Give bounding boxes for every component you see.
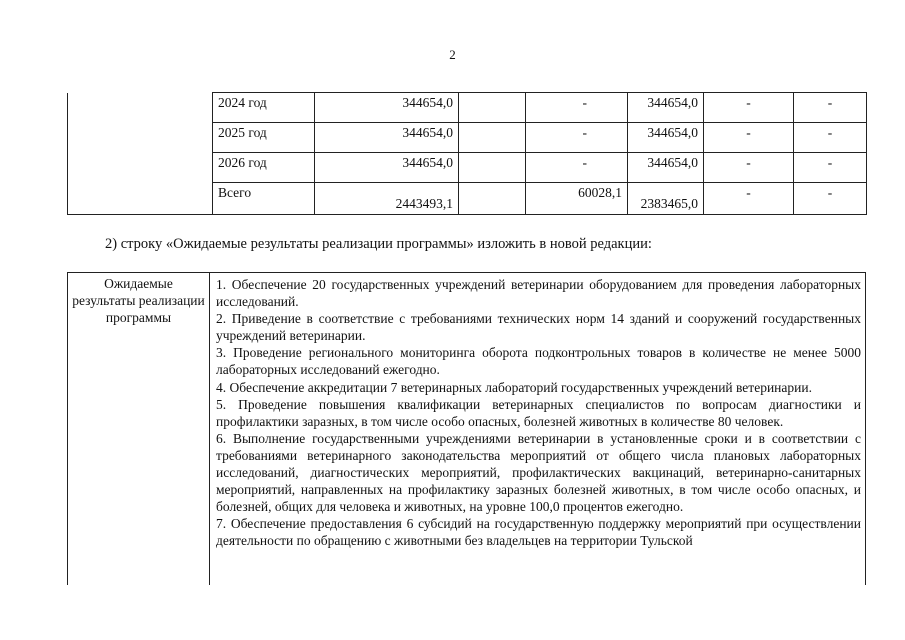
table-row — [68, 93, 867, 123]
local-cell: - — [704, 153, 794, 183]
federal-cell — [459, 93, 526, 123]
local-cell: - — [704, 123, 794, 153]
amendment-instruction: 2) строку «Ожидаемые результаты реализации программы» изложить в новой редакции: — [105, 236, 652, 252]
year-cell: 2026 год — [213, 153, 315, 183]
funding-table — [67, 92, 867, 215]
empty-label-cell — [68, 123, 213, 153]
budget-cell: 344654,0 — [628, 93, 704, 123]
extra-cell: - — [794, 93, 867, 123]
result-item: 5. Проведение повышения квалификации ветеринарных специалистов по вопросам диагностики и профилактики заразных, в том числе особо опасных, болезней животных в количестве 80 человек. — [216, 396, 861, 429]
year-cell: 2025 год — [213, 123, 315, 153]
empty-label-cell — [68, 93, 213, 123]
result-item: 7. Обеспечение предоставления 6 субсидий на государственную поддержку мероприятий при осуществлении деятельности по обращению с животными без владельцев на территории Тульской — [216, 516, 861, 549]
result-item: 1. Обеспечение 20 государственных учреждений ветеринарии оборудованием для проведения лабораторных исследований. — [216, 277, 861, 310]
budget-cell: 2383465,0 — [628, 183, 704, 215]
table-row — [68, 153, 867, 183]
table-row — [68, 123, 867, 153]
regional-cell: - — [526, 123, 628, 153]
page-number: 2 — [449, 47, 456, 62]
results-content — [210, 273, 866, 586]
total-cell: 344654,0 — [315, 153, 459, 183]
extra-cell: - — [794, 183, 867, 215]
regional-cell: - — [526, 93, 628, 123]
federal-cell — [459, 153, 526, 183]
regional-cell: 60028,1 — [526, 183, 628, 215]
table-row-total — [68, 183, 867, 215]
results-label: Ожидаемые результаты реализации программы — [68, 273, 210, 586]
total-cell: 2443493,1 — [315, 183, 459, 215]
total-cell: 344654,0 — [315, 93, 459, 123]
total-cell: 344654,0 — [315, 123, 459, 153]
empty-label-cell — [68, 153, 213, 183]
local-cell: - — [704, 93, 794, 123]
year-cell: 2024 год — [213, 93, 315, 123]
year-cell: Всего — [213, 183, 315, 215]
budget-cell: 344654,0 — [628, 123, 704, 153]
result-item: 4. Обеспечение аккредитации 7 ветеринарных лабораторий государственных учреждений ветеринарии. — [216, 379, 812, 395]
federal-cell — [459, 123, 526, 153]
expected-results-table — [67, 272, 866, 585]
local-cell: - — [704, 183, 794, 215]
table-row — [68, 273, 866, 586]
extra-cell: - — [794, 123, 867, 153]
federal-cell — [459, 183, 526, 215]
result-item: 2. Приведение в соответствие с требованиями технических норм 14 зданий и сооружений государственных учреждений ветеринарии. — [216, 311, 861, 344]
result-item: 6. Выполнение государственными учреждениями ветеринарии в установленные сроки и в соответствии с требованиями ветеринарного законодательства мероприятий от общего числа плановых лабораторных исследований, диагностических мероприятий, профилактических вакцинаций, ветеринарно-санитарных мероприятий, направленных на профилактику заразных болезней животных, в том числе особо опасных, и болезней, общих для человека и животных, на уровне 100,0 процентов ежегодно. — [216, 430, 861, 515]
extra-cell: - — [794, 153, 867, 183]
regional-cell: - — [526, 153, 628, 183]
empty-label-cell — [68, 183, 213, 215]
budget-cell: 344654,0 — [628, 153, 704, 183]
result-item: 3. Проведение регионального мониторинга оборота подконтрольных товаров в количестве не менее 5000 лабораторных исследований ежегодно. — [216, 345, 861, 378]
